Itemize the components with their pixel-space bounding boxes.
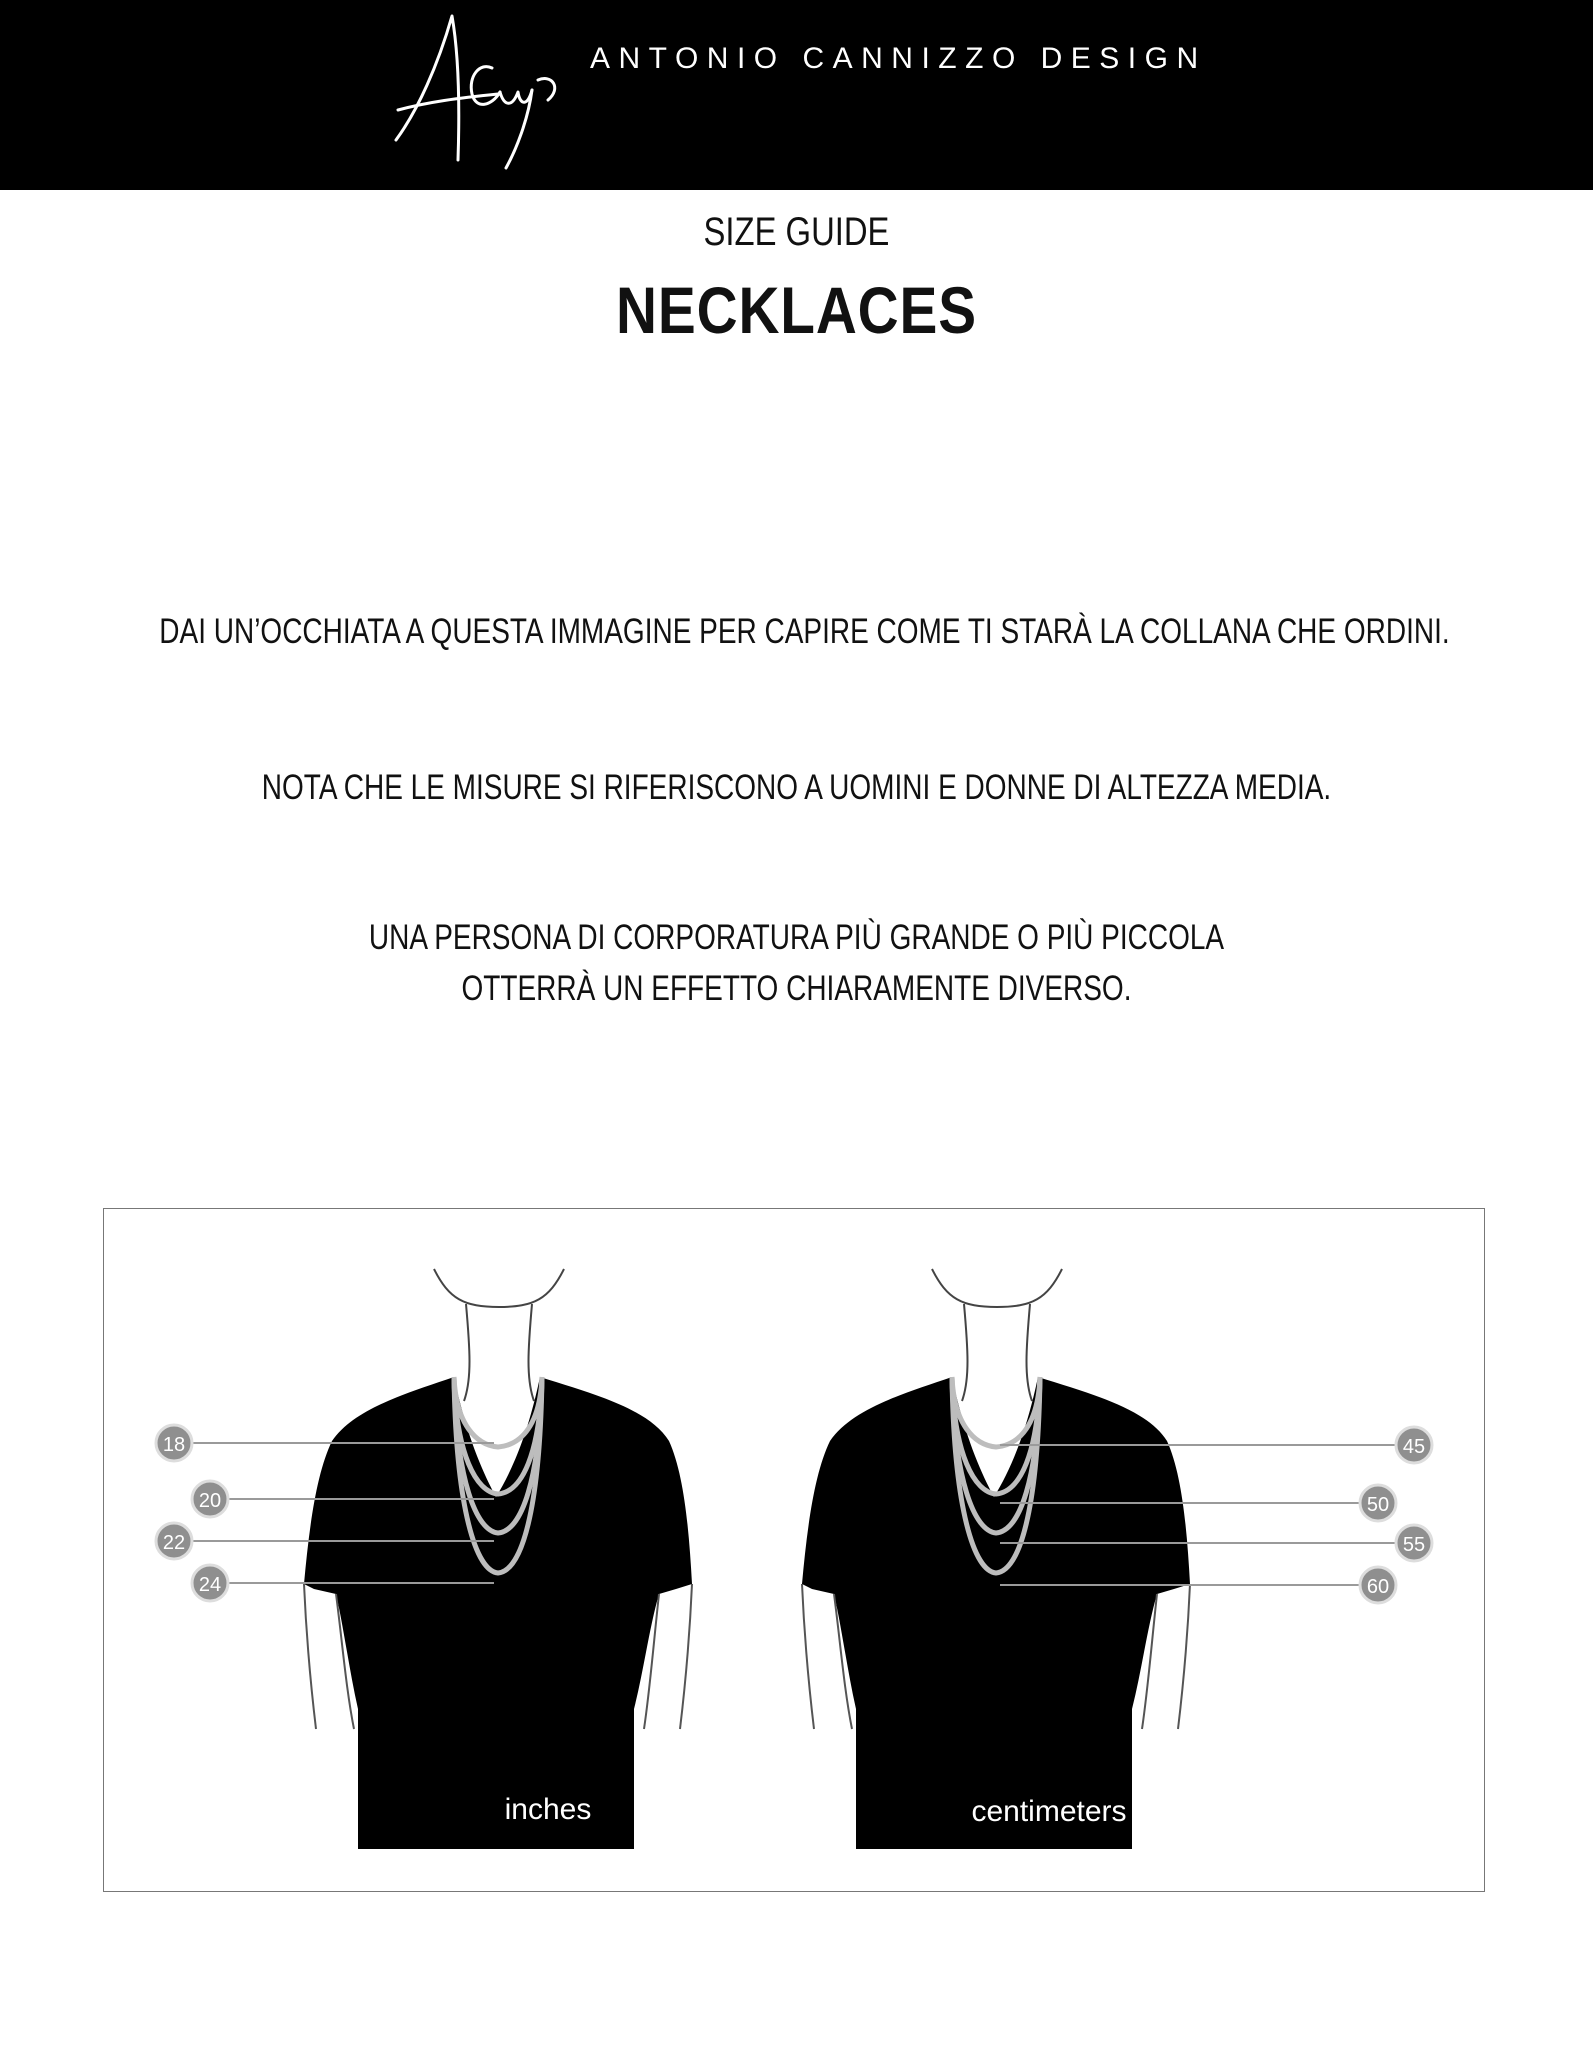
neck-left — [464, 1304, 534, 1401]
body-type-paragraph-line-2: OTTERRÀ UN EFFETTO CHIARAMENTE DIVERSO. — [461, 969, 1132, 1008]
unit-label-inches: inches — [504, 1793, 592, 1826]
body-type-paragraph-line-1: UNA PERSONA DI CORPORATURA PIÙ GRANDE O PIÙ PICCOLA — [368, 918, 1225, 957]
intro-paragraph: DAI UN’OCCHIATA A QUESTA IMMAGINE PER CAPIRE COME TI STARÀ LA COLLANA CHE ORDINI. — [159, 612, 1450, 651]
neck-right — [962, 1304, 1032, 1401]
unit-label-centimeters: centimeters — [971, 1795, 1127, 1828]
size-badge-18: 18 — [162, 1434, 186, 1456]
page-title: NECKLACES — [616, 273, 977, 347]
face-outline-right — [932, 1269, 1062, 1307]
face-outline-left — [434, 1269, 564, 1307]
figure-centimeters — [802, 1269, 1432, 1849]
note-paragraph: NOTA CHE LE MISURE SI RIFERISCONO A UOMINI E DONNE DI ALTEZZA MEDIA. — [261, 768, 1332, 807]
necklace-length-diagram — [104, 1209, 1486, 1893]
size-badge-50: 50 — [1366, 1494, 1390, 1516]
size-badge-20: 20 — [198, 1490, 222, 1512]
size-badge-22: 22 — [162, 1532, 186, 1554]
header-banner — [0, 0, 1593, 190]
size-badge-55: 55 — [1402, 1534, 1426, 1556]
inch-badges — [156, 1425, 228, 1601]
cm-badges — [1360, 1427, 1432, 1603]
size-diagram — [103, 1208, 1485, 1892]
brand-name: ANTONIO CANNIZZO DESIGN — [590, 42, 1207, 75]
signature-logo — [388, 10, 588, 180]
size-badge-45: 45 — [1402, 1436, 1426, 1458]
size-badge-60: 60 — [1366, 1576, 1390, 1598]
figure-inches — [156, 1269, 692, 1849]
size-badge-24: 24 — [198, 1574, 222, 1596]
page-subtitle: SIZE GUIDE — [703, 210, 890, 254]
